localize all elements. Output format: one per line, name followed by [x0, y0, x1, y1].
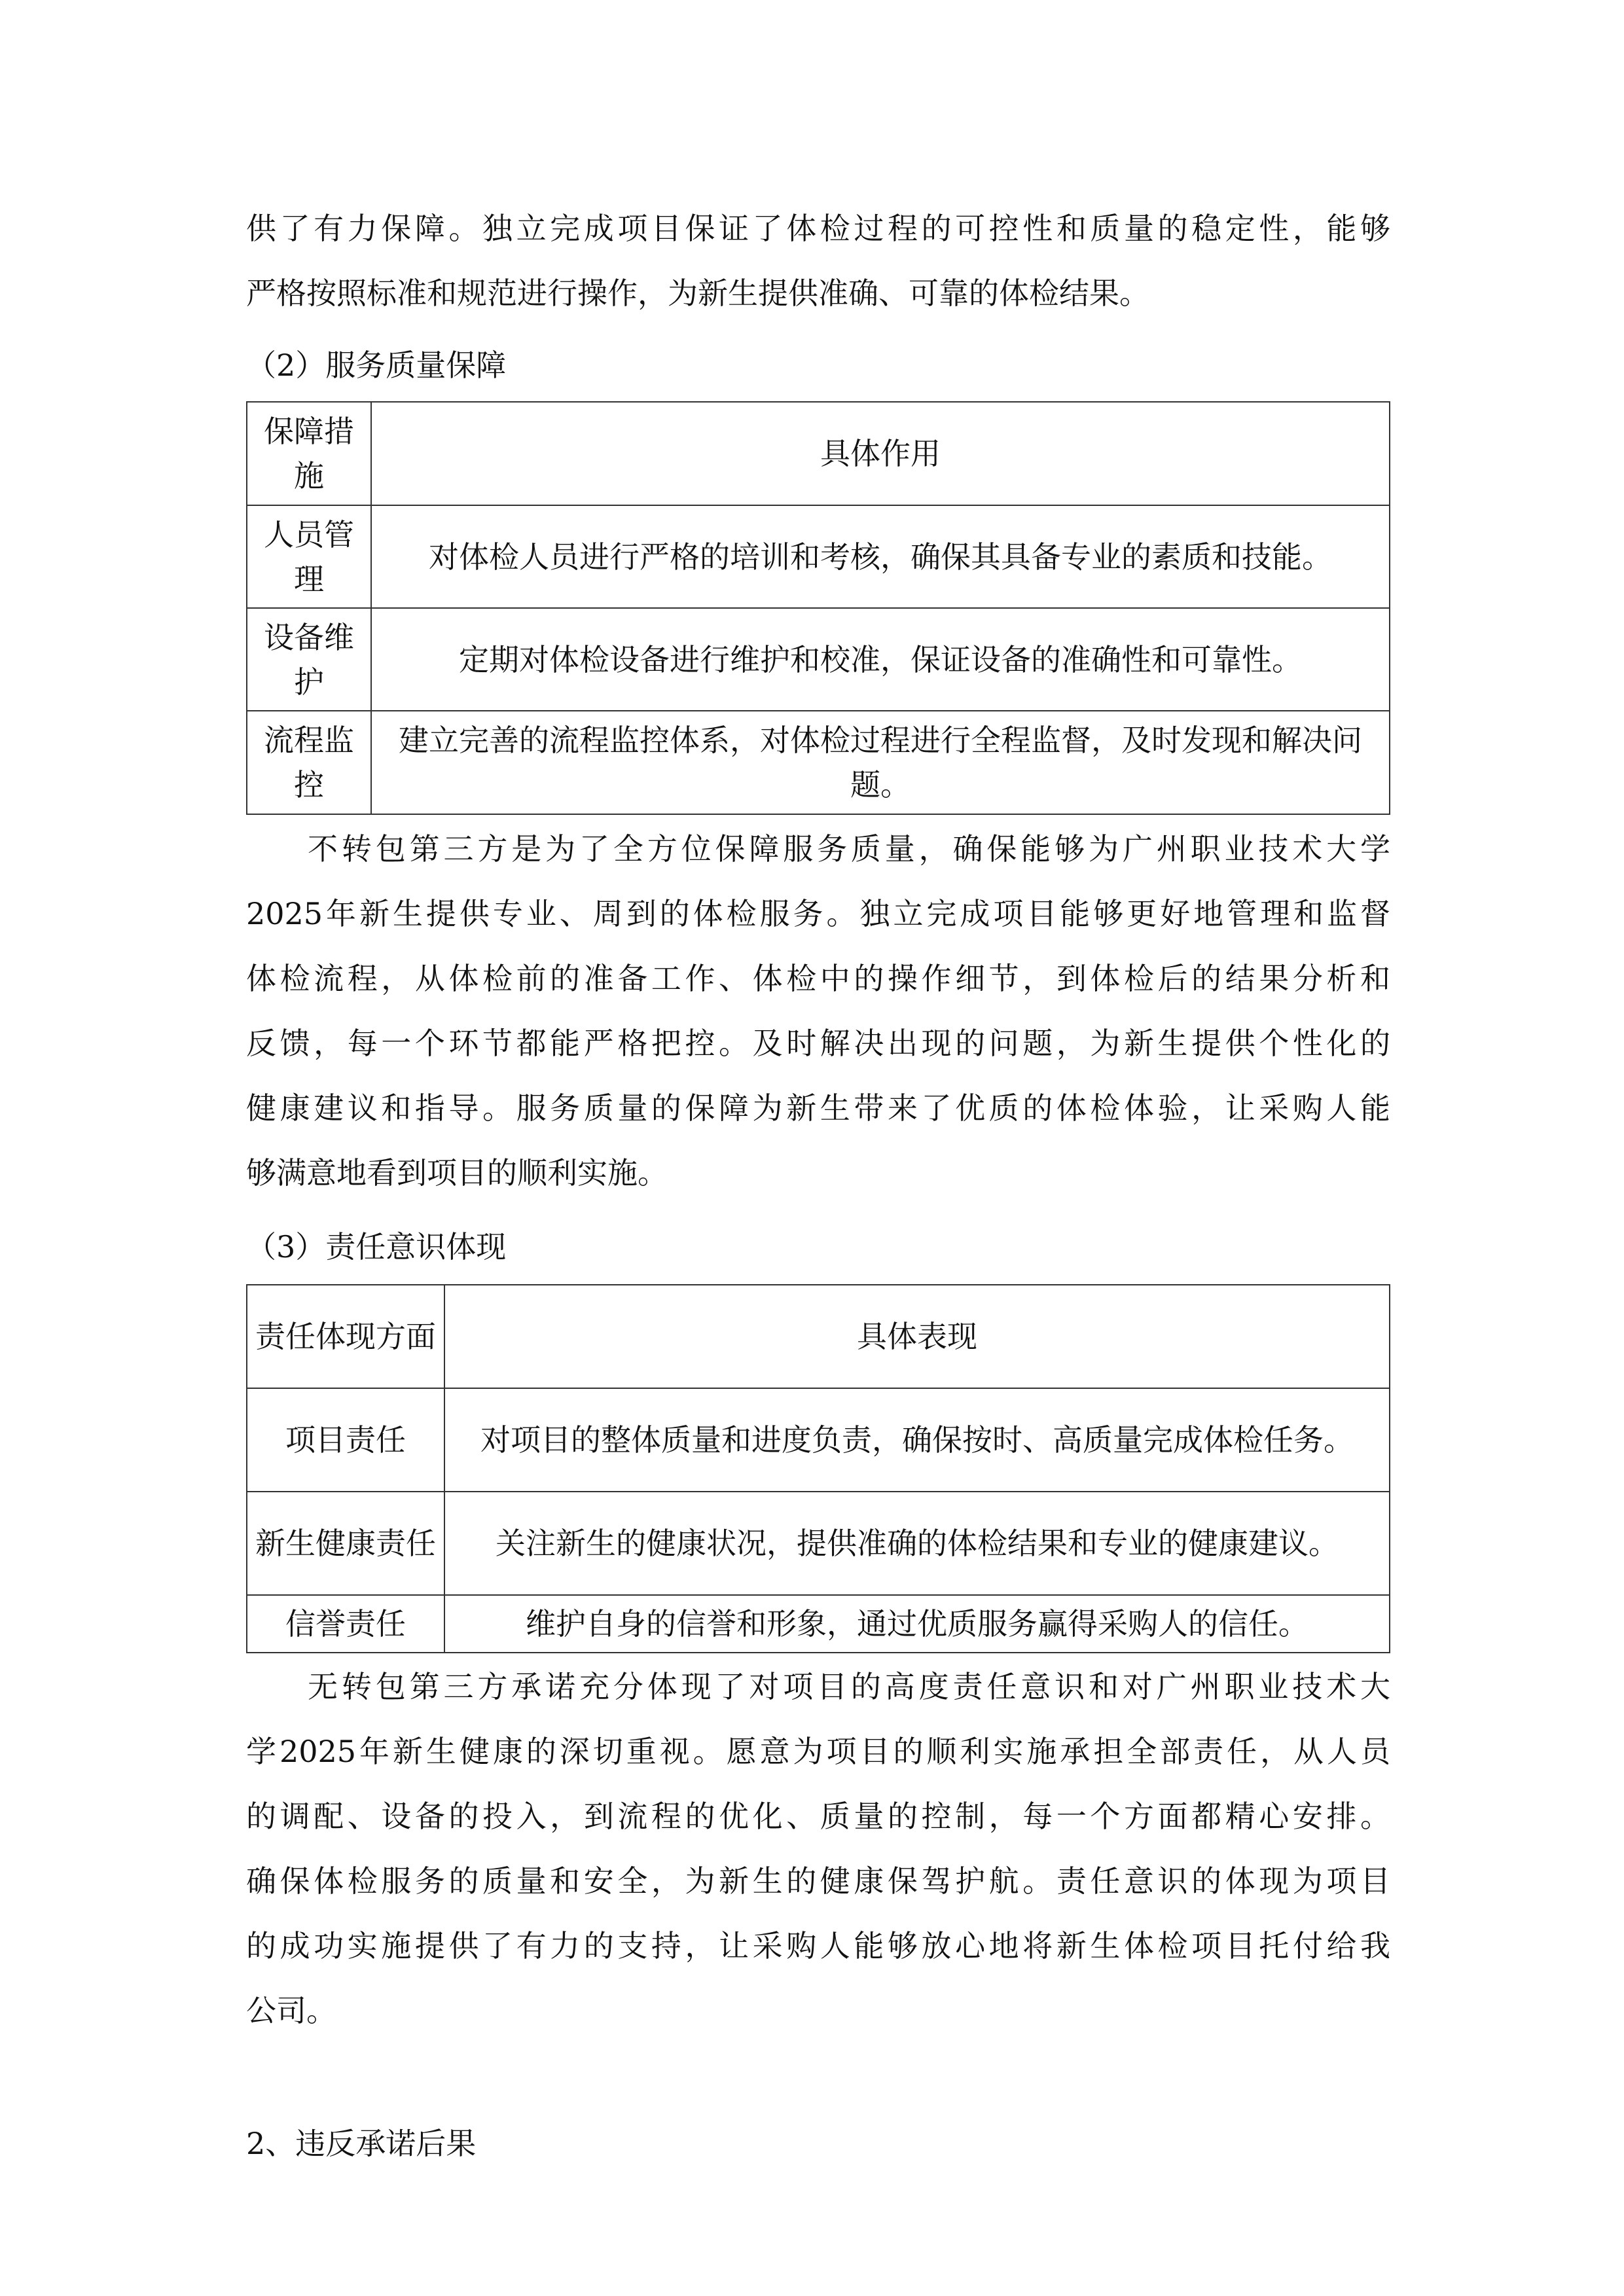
effect-cell: 建立完善的流程监控体系，对体检过程进行全程监督，及时发现和解决问题。	[371, 711, 1390, 814]
text-line: 公司。	[246, 1993, 336, 2028]
text-line: 的调配、设备的投入，到流程的优化、质量的控制，每一个方面都精心安排。	[246, 1799, 1390, 1834]
table-row	[247, 505, 1390, 608]
detail-cell: 维护自身的信誉和形象，通过优质服务赢得采购人的信任。	[444, 1595, 1390, 1653]
section-heading-responsibility: （3）责任意识体现	[246, 1229, 507, 1265]
text-line: 够满意地看到项目的顺利实施。	[246, 1155, 668, 1191]
text-line: 反馈，每一个环节都能严格把控。及时解决出现的问题，为新生提供个性化的	[246, 1026, 1390, 1061]
effect-cell: 对体检人员进行严格的培训和考核，确保其具备专业的素质和技能。	[371, 505, 1390, 608]
measure-cell: 流程监控	[247, 711, 371, 814]
aspect-cell: 新生健康责任	[247, 1492, 444, 1595]
text-line: 供了有力保障。独立完成项目保证了体检过程的可控性和质量的稳定性，能够	[246, 211, 1390, 246]
text-line: 严格按照标准和规范进行操作，为新生提供准确、可靠的体检结果。	[246, 276, 1149, 311]
table-row	[247, 608, 1390, 711]
text-line: 2025年新生提供专业、周到的体检服务。独立完成项目能够更好地管理和监督	[246, 896, 1390, 931]
measure-cell: 人员管理	[247, 505, 371, 608]
table-row	[247, 1595, 1390, 1653]
header-cell: 具体表现	[444, 1285, 1390, 1388]
text-line: 学2025年新生健康的深切重视。愿意为项目的顺利实施承担全部责任，从人员	[246, 1734, 1390, 1769]
table-header-row	[247, 1285, 1390, 1388]
header-cell: 保障措施	[247, 402, 371, 505]
text-line: 健康建议和指导。服务质量的保障为新生带来了优质的体检体验，让采购人能	[246, 1090, 1390, 1126]
table-header-row	[247, 402, 1390, 505]
detail-cell: 对项目的整体质量和进度负责，确保按时、高质量完成体检任务。	[444, 1388, 1390, 1492]
responsibility-table	[246, 1284, 1390, 1653]
header-cell: 责任体现方面	[247, 1285, 444, 1388]
section-heading-breach-consequences: 2、违反承诺后果	[246, 2126, 477, 2161]
table-row	[247, 711, 1390, 814]
header-cell: 具体作用	[371, 402, 1390, 505]
effect-cell: 定期对体检设备进行维护和校准，保证设备的准确性和可靠性。	[371, 608, 1390, 711]
text-line: 体检流程，从体检前的准备工作、体检中的操作细节，到体检后的结果分析和	[246, 961, 1390, 996]
service-quality-paragraph	[246, 817, 1390, 1206]
detail-cell: 关注新生的健康状况，提供准确的体检结果和专业的健康建议。	[444, 1492, 1390, 1595]
text-line: 确保体检服务的质量和安全，为新生的健康保驾护航。责任意识的体现为项目	[246, 1863, 1390, 1899]
section-heading-service-quality: （2）服务质量保障	[246, 348, 507, 383]
measure-cell: 设备维护	[247, 608, 371, 711]
table-row	[247, 1492, 1390, 1595]
text-line: 不转包第三方是为了全方位保障服务质量，确保能够为广州职业技术大学	[308, 831, 1390, 867]
text-line: 的成功实施提供了有力的支持，让采购人能够放心地将新生体检项目托付给我	[246, 1928, 1390, 1964]
aspect-cell: 项目责任	[247, 1388, 444, 1492]
text-line: 无转包第三方承诺充分体现了对项目的高度责任意识和对广州职业技术大	[308, 1669, 1390, 1704]
aspect-cell: 信誉责任	[247, 1595, 444, 1653]
table-row	[247, 1388, 1390, 1492]
service-quality-table	[246, 401, 1390, 815]
responsibility-paragraph	[246, 1655, 1390, 2043]
intro-paragraph	[246, 196, 1390, 326]
